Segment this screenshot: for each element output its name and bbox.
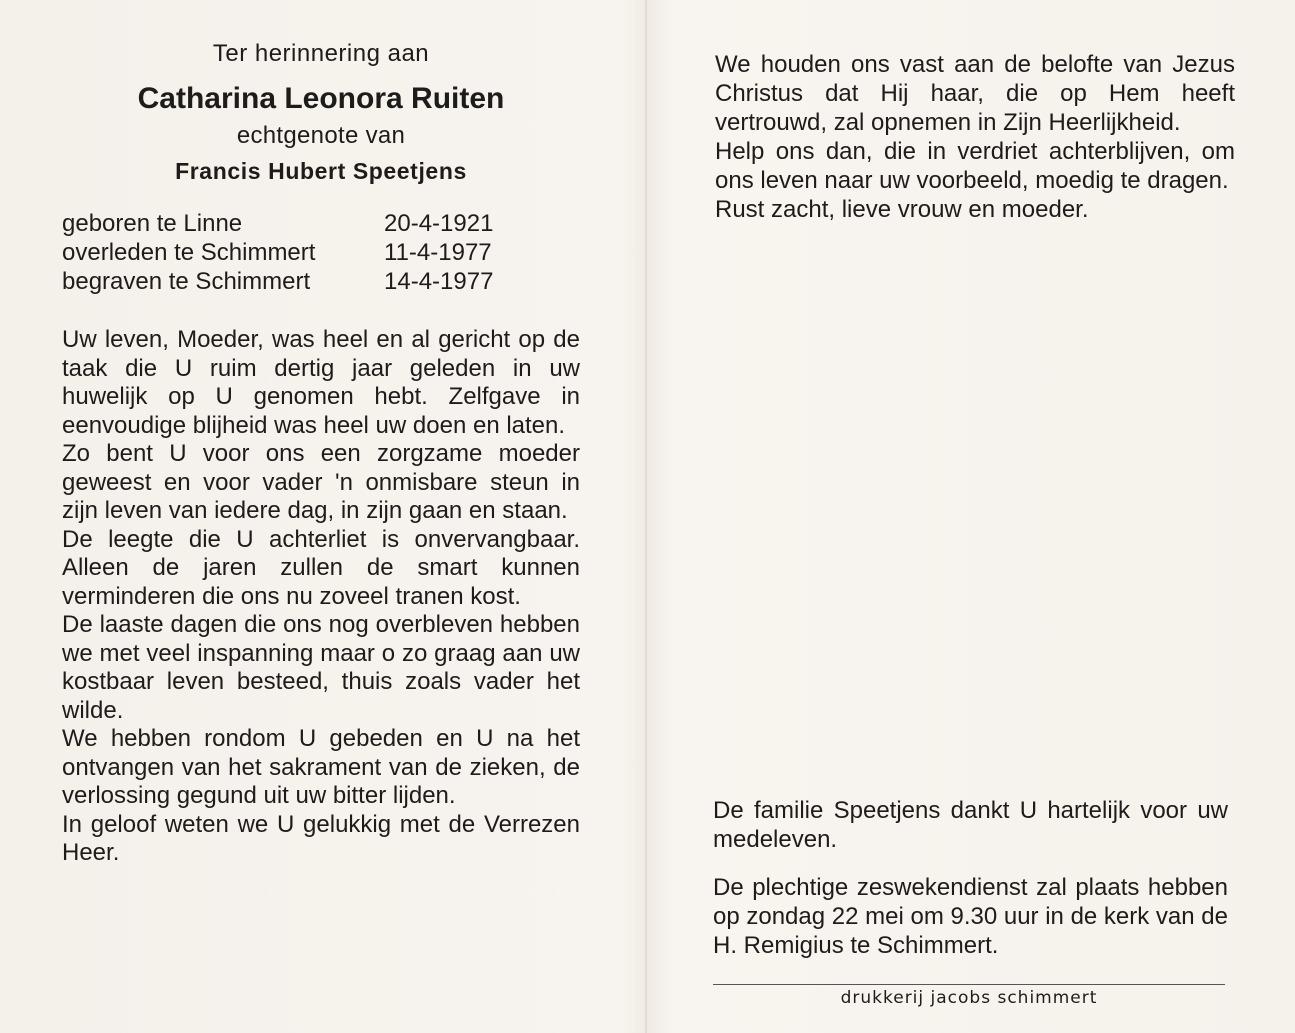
- deceased-name: Catharina Leonora Ruiten: [137, 82, 505, 115]
- tribute-paragraph: In geloof weten we U gelukkig met de Verrezen Heer.: [62, 810, 580, 866]
- right-page: [715, 50, 1235, 224]
- prayer-paragraph: Help ons dan, die in verdriet achterblijven, om ons leven naar uw voorbeeld, moedig te dragen.: [715, 138, 1235, 194]
- date-event: overleden te Schimmert: [62, 239, 316, 266]
- tribute-paragraph: Uw leven, Moeder, was heel en al gericht op de taak die U ruim dertig jaar geleden in uw huwelijk op U genomen hebt. Zelfgave in eenvoudige blijheid was heel uw doen en laten.: [62, 326, 580, 439]
- prayer-paragraph: We houden ons vast aan de belofte van Jezus Christus dat Hij haar, die op Hem heeft vertrouwd, zal opnemen in Zijn Heerlijkheid.: [715, 51, 1235, 136]
- date-row-died: [62, 238, 580, 267]
- intro-text: Ter herinnering aan: [212, 40, 430, 67]
- family-thanks: De familie Speetjens dankt U hartelijk voor uw medeleven.: [713, 797, 1228, 853]
- date-event: geboren te Linne: [62, 210, 243, 237]
- printer-credit: drukkerij jacobs schimmert: [840, 988, 1098, 1008]
- tribute-paragraph: De laaste dagen die ons nog overbleven hebben we met veel inspanning maar o zo graag aan uw kostbaar leven besteed, thuis zoals vader het wilde.: [62, 611, 580, 724]
- prayer-text: [715, 50, 1235, 224]
- date-value: 20-4-1921: [384, 210, 494, 237]
- life-dates: [62, 209, 580, 296]
- prayer-paragraph: Rust zacht, lieve vrouw en moeder.: [715, 196, 1089, 223]
- date-value: 11-4-1977: [384, 239, 492, 266]
- date-row-buried: [62, 267, 580, 296]
- tribute-paragraph: We hebben rondom U gebeden en U na het ontvangen van het sakrament van de zieken, de verlossing gegund uit uw bitter lijden.: [62, 725, 580, 809]
- card-fold: [645, 0, 647, 1033]
- tribute-text: [62, 326, 580, 868]
- spouse-label: echtgenote van: [236, 122, 406, 149]
- spouse-name: Francis Hubert Speetjens: [175, 158, 467, 184]
- date-value: 14-4-1977: [384, 268, 494, 295]
- left-page: [62, 40, 580, 868]
- date-event: begraven te Schimmert: [62, 268, 311, 295]
- printer-divider: [713, 984, 1225, 985]
- tribute-paragraph: Zo bent U voor ons een zorgzame moeder geweest en voor vader 'n onmisbare steun in zijn leven van iedere dag, in zijn gaan en staan.: [62, 440, 580, 524]
- tribute-paragraph: De leegte die U achterliet is onvervangbaar. Alleen de jaren zullen de smart kunnen verminderen die ons nu zoveel tranen kost.: [62, 525, 580, 610]
- service-notice: De plechtige zeswekendienst zal plaats hebben op zondag 22 mei om 9.30 uur in de kerk van de H. Remigius te Schimmert.: [713, 874, 1228, 959]
- date-row-born: [62, 209, 580, 238]
